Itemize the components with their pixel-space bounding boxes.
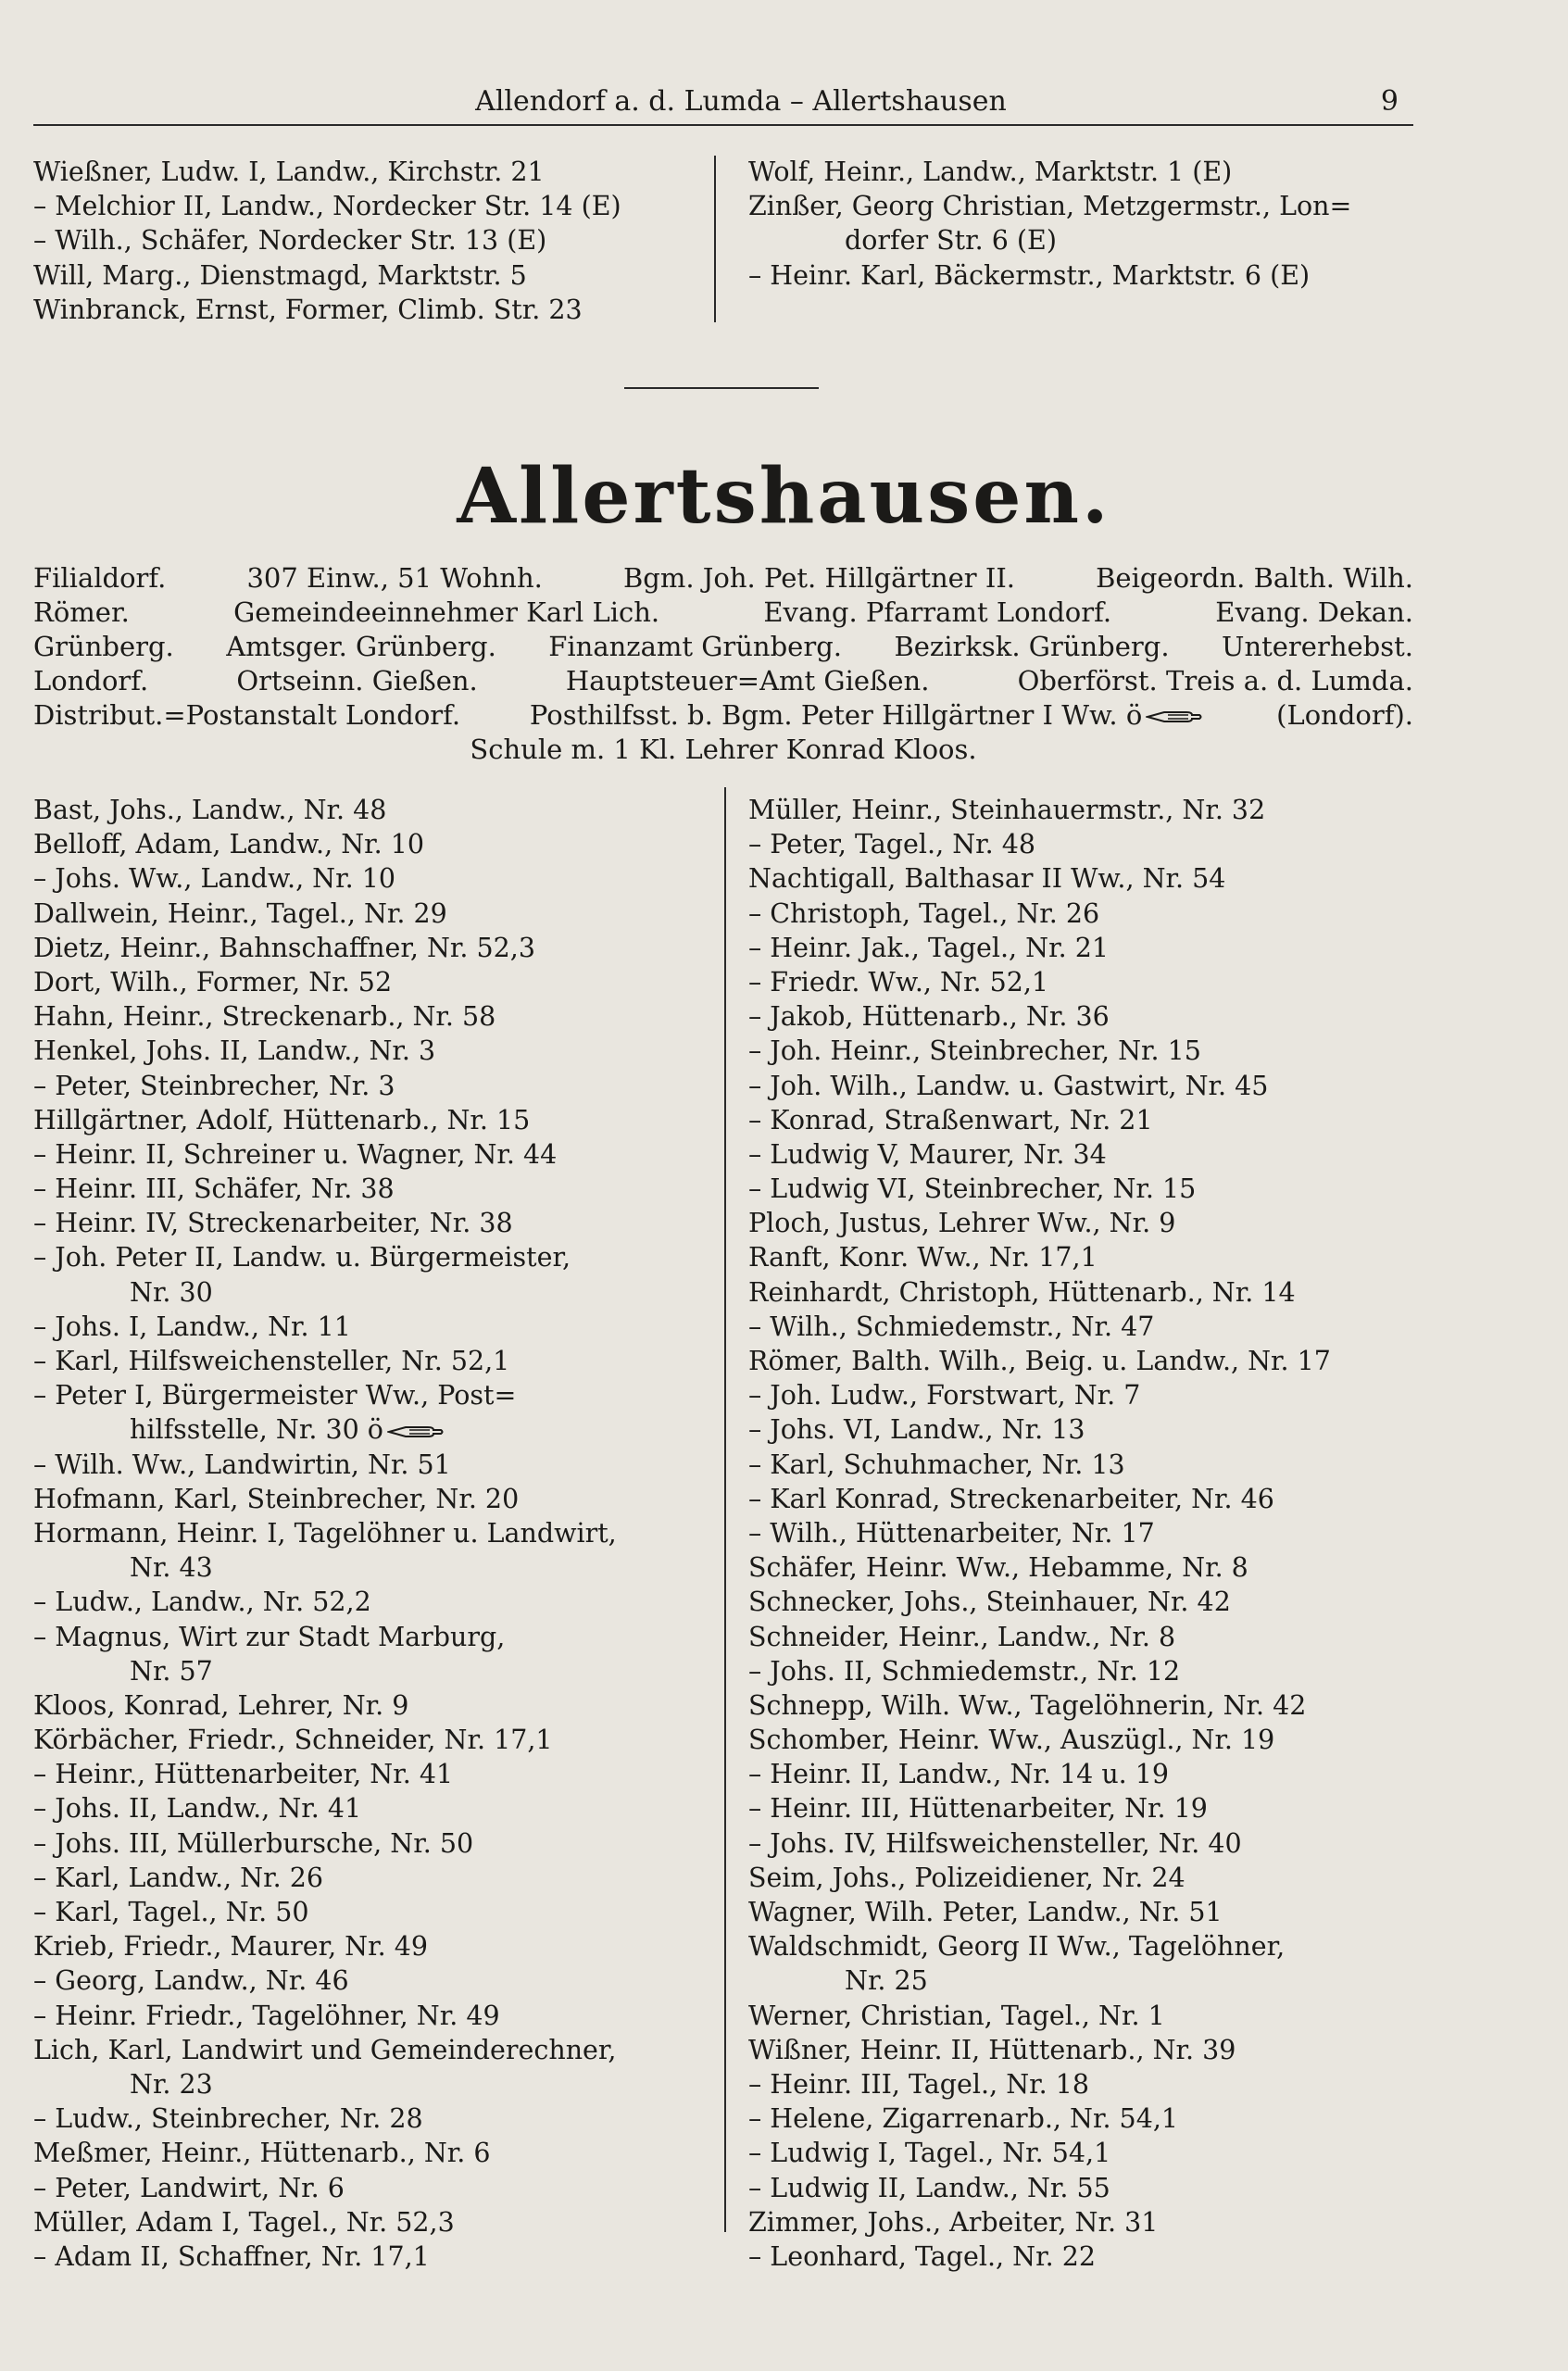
pointing-hand-icon bbox=[1146, 707, 1203, 727]
directory-entry bbox=[748, 2033, 1424, 2067]
directory-entry bbox=[33, 1412, 709, 1447]
directory-entry bbox=[748, 2067, 1424, 2101]
directory-entry bbox=[748, 1861, 1424, 1895]
entry-text: – Karl Konrad, Streckenarbeiter, Nr. 46 bbox=[748, 1483, 1274, 1514]
entry-text: Wießner, Ludw. I, Landw., Kirchstr. 21 bbox=[33, 157, 545, 187]
directory-entry bbox=[748, 1034, 1424, 1068]
directory-entry bbox=[748, 1620, 1424, 1654]
directory-entry bbox=[748, 999, 1424, 1034]
directory-entry bbox=[33, 965, 709, 999]
entry-text: Dietz, Heinr., Bahnschaffner, Nr. 52,3 bbox=[33, 932, 535, 963]
directory-entry bbox=[748, 1826, 1424, 1861]
entry-text: – Georg, Landw., Nr. 46 bbox=[33, 1965, 349, 1997]
directory-entry bbox=[748, 1378, 1424, 1412]
entry-text: Werner, Christian, Tagel., Nr. 1 bbox=[748, 2000, 1165, 2031]
directory-entry bbox=[33, 293, 700, 327]
intro-segment: Evang. Pfarramt Londorf. bbox=[763, 596, 1112, 628]
entry-text: – Ludwig II, Landw., Nr. 55 bbox=[748, 2172, 1110, 2203]
directory-entry bbox=[748, 1412, 1424, 1447]
entry-text: – Adam II, Schaffner, Nr. 17,1 bbox=[33, 2240, 430, 2272]
directory-entry bbox=[748, 897, 1424, 931]
entry-text: – Joh. Wilh., Landw. u. Gastwirt, Nr. 45 bbox=[748, 1070, 1269, 1101]
intro-segment: Posthilfsst. b. Bgm. Peter Hillgärtner I Ww. ö bbox=[529, 699, 1143, 731]
section-rule bbox=[624, 387, 819, 389]
directory-entry bbox=[748, 223, 1415, 257]
entry-text: – Heinr. II, Schreiner u. Wagner, Nr. 44 bbox=[33, 1138, 558, 1170]
entry-text: – Ludw., Landw., Nr. 52,2 bbox=[33, 1587, 371, 1618]
directory-entry bbox=[33, 155, 700, 189]
entry-text: – Christoph, Tagel., Nr. 26 bbox=[748, 897, 1100, 929]
entry-text: – Johs. IV, Hilfsweichensteller, Nr. 40 bbox=[748, 1827, 1242, 1859]
entry-text: Dort, Wilh., Former, Nr. 52 bbox=[33, 966, 393, 997]
directory-entry bbox=[33, 1310, 709, 1344]
entry-text: – Ludw., Steinbrecher, Nr. 28 bbox=[33, 2103, 423, 2135]
directory-entry bbox=[748, 965, 1424, 999]
intro-segment: Bgm. Joh. Pet. Hillgärtner II. bbox=[622, 562, 1015, 594]
entry-text: – Wilh., Schäfer, Nordecker Str. 13 (E) bbox=[33, 225, 547, 257]
directory-entry bbox=[748, 1999, 1424, 2033]
intro-segment: Hauptsteuer=Amt Gießen. bbox=[565, 665, 930, 696]
directory-entry bbox=[748, 1310, 1424, 1344]
running-title: Allendorf a. d. Lumda – Allertshausen bbox=[475, 85, 1007, 118]
entry-text: – Peter, Steinbrecher, Nr. 3 bbox=[33, 1070, 395, 1101]
entry-text: – Heinr., Hüttenarbeiter, Nr. 41 bbox=[33, 1759, 454, 1790]
directory-entry bbox=[33, 1378, 709, 1412]
directory-entry bbox=[748, 1516, 1424, 1550]
intro-segment: Distribut.=Postanstalt Londorf. bbox=[33, 699, 461, 731]
entry-text: – Johs. I, Landw., Nr. 11 bbox=[33, 1311, 351, 1342]
directory-entry bbox=[33, 1826, 709, 1861]
directory-entry bbox=[748, 189, 1415, 223]
entry-text: Lich, Karl, Landwirt und Gemeinderechner, bbox=[33, 2034, 617, 2065]
directory-entry bbox=[748, 1550, 1424, 1585]
entry-text: Schneider, Heinr., Landw., Nr. 8 bbox=[748, 1621, 1176, 1652]
entry-text: – Heinr. III, Schäfer, Nr. 38 bbox=[33, 1173, 395, 1205]
directory-entry bbox=[33, 1688, 709, 1723]
intro-segment: Londorf. bbox=[33, 665, 149, 696]
entry-text: – Karl, Hilfsweichensteller, Nr. 52,1 bbox=[33, 1346, 510, 1376]
entry-text: – Johs. Ww., Landw., Nr. 10 bbox=[33, 863, 395, 895]
page-number: 9 bbox=[1380, 85, 1399, 118]
entry-text: Seim, Johs., Polizeidiener, Nr. 24 bbox=[748, 1862, 1185, 1893]
intro-segment-group bbox=[530, 698, 1207, 733]
directory-entry bbox=[33, 1275, 709, 1310]
entry-text: – Heinr. Karl, Bäckermstr., Marktstr. 6 (E) bbox=[748, 259, 1311, 291]
intro-segment: Amtsger. Grünberg. bbox=[226, 631, 496, 662]
entry-text: Hahn, Heinr., Streckenarb., Nr. 58 bbox=[33, 1001, 496, 1033]
entry-text: Dallwein, Heinr., Tagel., Nr. 29 bbox=[33, 897, 447, 929]
directory-entry bbox=[748, 2205, 1424, 2239]
directory-entry bbox=[748, 1963, 1424, 1998]
entry-text: Waldschmidt, Georg II Ww., Tagelöhner, bbox=[748, 1931, 1286, 1963]
directory-entry bbox=[33, 1757, 709, 1791]
intro-segment: Schule m. 1 Kl. Lehrer Konrad Kloos. bbox=[470, 734, 977, 765]
entry-text: – Leonhard, Tagel., Nr. 22 bbox=[748, 2240, 1096, 2272]
directory-entry bbox=[748, 793, 1424, 827]
entry-text: Nr. 30 bbox=[130, 1276, 213, 1308]
directory-entry bbox=[33, 1137, 709, 1172]
directory-entry bbox=[33, 1034, 709, 1068]
entry-text: – Joh. Peter II, Landw. u. Bürgermeister, bbox=[33, 1242, 571, 1273]
entry-text: Schnepp, Wilh. Ww., Tagelöhnerin, Nr. 42 bbox=[748, 1689, 1307, 1721]
entry-text: Wißner, Heinr. II, Hüttenarb., Nr. 39 bbox=[748, 2034, 1236, 2065]
directory-entry bbox=[748, 1585, 1424, 1619]
directory-entry bbox=[748, 1448, 1424, 1482]
directory-entry bbox=[33, 2033, 709, 2067]
entry-text: Ranft, Konr. Ww., Nr. 17,1 bbox=[748, 1242, 1098, 1273]
entry-text: Henkel, Johs. II, Landw., Nr. 3 bbox=[33, 1035, 436, 1067]
header-rule bbox=[33, 124, 1413, 126]
intro-segment: 307 Einw., 51 Wohnh. bbox=[246, 562, 543, 594]
entry-text: Hillgärtner, Adolf, Hüttenarb., Nr. 15 bbox=[33, 1104, 531, 1135]
directory-entry bbox=[33, 258, 700, 293]
entry-text: – Ludwig V, Maurer, Nr. 34 bbox=[748, 1138, 1107, 1170]
intro-line bbox=[33, 664, 1413, 698]
entry-text: – Melchior II, Landw., Nordecker Str. 14 (E) bbox=[33, 191, 621, 222]
entry-text: Will, Marg., Dienstmagd, Marktstr. 5 bbox=[33, 259, 527, 291]
directory-entry bbox=[33, 1448, 709, 1482]
entry-text: – Johs. II, Landw., Nr. 41 bbox=[33, 1793, 362, 1825]
directory-entry bbox=[33, 897, 709, 931]
directory-entry bbox=[33, 2101, 709, 2136]
entry-text: Hormann, Heinr. I, Tagelöhner u. Landwirt, bbox=[33, 1517, 617, 1549]
main-left-column bbox=[33, 793, 709, 2274]
entry-text: – Heinr. II, Landw., Nr. 14 u. 19 bbox=[748, 1759, 1170, 1790]
directory-entry bbox=[33, 1344, 709, 1378]
intro-segment: Römer. bbox=[33, 596, 130, 628]
entry-text: Schnecker, Johs., Steinhauer, Nr. 42 bbox=[748, 1587, 1231, 1618]
intro-line bbox=[33, 561, 1413, 596]
page-header bbox=[139, 85, 1399, 126]
entry-text: Nr. 57 bbox=[130, 1655, 213, 1687]
entry-text: Bast, Johs., Landw., Nr. 48 bbox=[33, 795, 387, 825]
intro-segment: Finanzamt Grünberg. bbox=[548, 631, 842, 662]
intro-line bbox=[33, 596, 1413, 630]
entry-text: – Joh. Heinr., Steinbrecher, Nr. 15 bbox=[748, 1035, 1201, 1067]
directory-entry bbox=[33, 931, 709, 965]
directory-entry bbox=[33, 861, 709, 896]
directory-entry bbox=[33, 2067, 709, 2101]
entry-text: Schomber, Heinr. Ww., Auszügl., Nr. 19 bbox=[748, 1725, 1275, 1756]
intro-segment: Ortseinn. Gießen. bbox=[236, 665, 478, 696]
entry-text: Zinßer, Georg Christian, Metzgermstr., Lon= bbox=[748, 191, 1352, 222]
directory-entry bbox=[33, 999, 709, 1034]
entry-text: – Peter, Tagel., Nr. 48 bbox=[748, 829, 1036, 860]
directory-entry bbox=[748, 1654, 1424, 1688]
entry-text: – Ludwig VI, Steinbrecher, Nr. 15 bbox=[748, 1173, 1197, 1205]
directory-entry bbox=[33, 2205, 709, 2239]
entry-text: Nr. 23 bbox=[130, 2068, 213, 2100]
intro-segment: Gemeindeeinnehmer Karl Lich. bbox=[233, 596, 660, 628]
entry-text: Müller, Heinr., Steinhauermstr., Nr. 32 bbox=[748, 795, 1266, 825]
entry-text: – Jakob, Hüttenarb., Nr. 36 bbox=[748, 1001, 1110, 1033]
directory-entry bbox=[748, 1344, 1424, 1378]
directory-entry bbox=[33, 1103, 709, 1137]
directory-entry bbox=[748, 1723, 1424, 1757]
entry-text: Winbranck, Ernst, Former, Climb. Str. 23 bbox=[33, 294, 583, 325]
intro-segment: (Londorf). bbox=[1276, 699, 1413, 731]
entry-text: – Wilh. Ww., Landwirtin, Nr. 51 bbox=[33, 1449, 451, 1480]
entry-text: Schäfer, Heinr. Ww., Hebamme, Nr. 8 bbox=[748, 1552, 1248, 1584]
entry-text: – Heinr. III, Tagel., Nr. 18 bbox=[748, 2068, 1090, 2100]
directory-entry bbox=[33, 189, 700, 223]
directory-entry bbox=[748, 827, 1424, 861]
entry-text: Hofmann, Karl, Steinbrecher, Nr. 20 bbox=[33, 1483, 520, 1514]
directory-entry bbox=[33, 1791, 709, 1825]
entry-text: – Johs. III, Müllerbursche, Nr. 50 bbox=[33, 1827, 474, 1859]
directory-entry bbox=[748, 1482, 1424, 1516]
directory-entry bbox=[33, 1654, 709, 1688]
directory-entry bbox=[748, 1206, 1424, 1240]
directory-entry bbox=[748, 861, 1424, 896]
entry-text: Zimmer, Johs., Arbeiter, Nr. 31 bbox=[748, 2206, 1159, 2238]
entry-text: Nr. 25 bbox=[845, 1965, 928, 1997]
directory-entry bbox=[33, 1929, 709, 1963]
directory-entry bbox=[33, 793, 709, 827]
top-left-column bbox=[33, 155, 700, 327]
directory-entry bbox=[748, 2171, 1424, 2205]
directory-entry bbox=[748, 1069, 1424, 1103]
intro-line bbox=[33, 630, 1413, 664]
directory-entry bbox=[33, 1482, 709, 1516]
directory-entry bbox=[748, 1240, 1424, 1274]
directory-entry bbox=[748, 1103, 1424, 1137]
intro-segment: Filialdorf. bbox=[33, 562, 167, 594]
directory-entry bbox=[748, 2136, 1424, 2170]
directory-entry bbox=[33, 1723, 709, 1757]
directory-entry bbox=[748, 931, 1424, 965]
directory-entry bbox=[748, 258, 1415, 293]
entry-text: Nachtigall, Balthasar II Ww., Nr. 54 bbox=[748, 863, 1226, 895]
entry-text: – Wilh., Schmiedemstr., Nr. 47 bbox=[748, 1311, 1155, 1342]
entry-text: – Helene, Zigarrenarb., Nr. 54,1 bbox=[748, 2103, 1179, 2135]
entry-text: – Heinr. IV, Streckenarbeiter, Nr. 38 bbox=[33, 1208, 513, 1239]
directory-entry bbox=[748, 2101, 1424, 2136]
pointing-hand-icon bbox=[387, 1422, 445, 1442]
intro-line bbox=[33, 733, 1413, 767]
entry-text: Belloff, Adam, Landw., Nr. 10 bbox=[33, 829, 425, 860]
directory-entry bbox=[748, 2239, 1424, 2274]
directory-entry bbox=[33, 2136, 709, 2170]
village-intro bbox=[33, 561, 1413, 767]
intro-segment: Evang. Dekan. bbox=[1215, 596, 1413, 628]
directory-entry bbox=[748, 1137, 1424, 1172]
directory-entry bbox=[748, 1172, 1424, 1206]
directory-entry bbox=[748, 155, 1415, 189]
directory-entry bbox=[33, 1620, 709, 1654]
entry-text: – Heinr. Jak., Tagel., Nr. 21 bbox=[748, 932, 1109, 963]
directory-entry bbox=[33, 1895, 709, 1929]
entry-text: – Heinr. III, Hüttenarbeiter, Nr. 19 bbox=[748, 1793, 1208, 1825]
entry-text: – Konrad, Straßenwart, Nr. 21 bbox=[748, 1104, 1153, 1135]
entry-text: – Wilh., Hüttenarbeiter, Nr. 17 bbox=[748, 1517, 1155, 1549]
intro-segment: Grünberg. bbox=[33, 631, 174, 662]
directory-entry bbox=[33, 1585, 709, 1619]
directory-entry bbox=[748, 1688, 1424, 1723]
entry-text: Körbächer, Friedr., Schneider, Nr. 17,1 bbox=[33, 1725, 553, 1756]
top-right-column bbox=[748, 155, 1415, 293]
entry-text: – Ludwig I, Tagel., Nr. 54,1 bbox=[748, 2138, 1111, 2169]
entry-text: – Joh. Ludw., Forstwart, Nr. 7 bbox=[748, 1380, 1141, 1411]
entry-text: – Peter I, Bürgermeister Ww., Post= bbox=[33, 1380, 517, 1411]
directory-entry bbox=[748, 1791, 1424, 1825]
directory-entry bbox=[33, 1069, 709, 1103]
entry-text: – Karl, Schuhmacher, Nr. 13 bbox=[748, 1449, 1125, 1480]
entry-text: – Magnus, Wirt zur Stadt Marburg, bbox=[33, 1621, 506, 1652]
intro-segment: Oberförst. Treis a. d. Lumda. bbox=[1017, 665, 1413, 696]
entry-text: – Friedr. Ww., Nr. 52,1 bbox=[748, 966, 1049, 997]
directory-entry bbox=[33, 223, 700, 257]
entry-text: dorfer Str. 6 (E) bbox=[845, 225, 1057, 257]
directory-entry bbox=[748, 1757, 1424, 1791]
entry-text: Krieb, Friedr., Maurer, Nr. 49 bbox=[33, 1931, 428, 1963]
directory-entry bbox=[33, 1206, 709, 1240]
directory-entry bbox=[748, 1275, 1424, 1310]
directory-entry bbox=[748, 1895, 1424, 1929]
entry-text: Reinhardt, Christoph, Hüttenarb., Nr. 14 bbox=[748, 1276, 1296, 1308]
directory-entry bbox=[33, 1516, 709, 1550]
entry-text: – Johs. II, Schmiedemstr., Nr. 12 bbox=[748, 1655, 1181, 1687]
directory-entry bbox=[33, 1172, 709, 1206]
directory-entry bbox=[33, 1550, 709, 1585]
column-divider-top bbox=[714, 156, 716, 322]
entry-text: – Karl, Tagel., Nr. 50 bbox=[33, 1897, 309, 1927]
directory-entry bbox=[33, 1861, 709, 1895]
column-divider-main bbox=[724, 787, 726, 2232]
intro-line bbox=[33, 698, 1413, 733]
entry-text: Meßmer, Heinr., Hüttenarb., Nr. 6 bbox=[33, 2138, 491, 2169]
entry-text: Müller, Adam I, Tagel., Nr. 52,3 bbox=[33, 2206, 455, 2238]
directory-entry bbox=[33, 1999, 709, 2033]
entry-text: Wolf, Heinr., Landw., Marktstr. 1 (E) bbox=[748, 157, 1233, 187]
directory-entry bbox=[33, 1240, 709, 1274]
main-right-column bbox=[748, 793, 1424, 2274]
intro-segment: Untererhebst. bbox=[1222, 631, 1413, 662]
entry-text: Ploch, Justus, Lehrer Ww., Nr. 9 bbox=[748, 1208, 1176, 1239]
intro-segment: Bezirksk. Grünberg. bbox=[894, 631, 1170, 662]
entry-text: Wagner, Wilh. Peter, Landw., Nr. 51 bbox=[748, 1897, 1223, 1927]
entry-text: – Karl, Landw., Nr. 26 bbox=[33, 1862, 323, 1893]
entry-text: – Heinr. Friedr., Tagelöhner, Nr. 49 bbox=[33, 2000, 500, 2031]
section-title: Allertshausen. bbox=[457, 452, 1111, 541]
entry-text: – Peter, Landwirt, Nr. 6 bbox=[33, 2172, 345, 2203]
entry-text: hilfsstelle, Nr. 30 ö bbox=[130, 1414, 383, 1446]
intro-segment: Beigeordn. Balth. Wilh. bbox=[1096, 562, 1413, 594]
directory-entry bbox=[33, 2171, 709, 2205]
directory-entry bbox=[748, 1929, 1424, 1963]
entry-text: – Johs. VI, Landw., Nr. 13 bbox=[748, 1414, 1085, 1446]
directory-entry bbox=[33, 1963, 709, 1998]
entry-text: Römer, Balth. Wilh., Beig. u. Landw., Nr. 17 bbox=[748, 1346, 1331, 1376]
entry-text: Nr. 43 bbox=[130, 1552, 213, 1584]
directory-entry bbox=[33, 2239, 709, 2274]
entry-text: Kloos, Konrad, Lehrer, Nr. 9 bbox=[33, 1689, 409, 1721]
directory-entry bbox=[33, 827, 709, 861]
